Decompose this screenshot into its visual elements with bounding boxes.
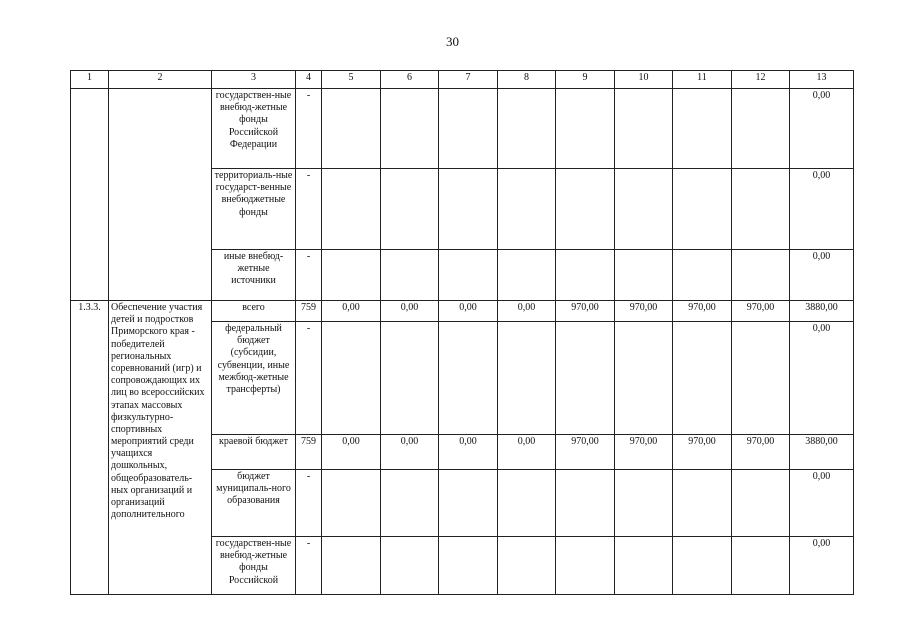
- value-cell: [498, 322, 556, 435]
- item-name: Обеспечение участия детей и подростков Приморского края - победителей региональных соревнований (игр) и сопровождающих их лиц во всероссийских этапах массовых физкультурно-спортивных мероприятий среди учащихся дошкольных, общеобразователь-ных организаций и организаций дополнительного: [109, 301, 212, 595]
- value-cell: [439, 322, 498, 435]
- value-cell: [381, 537, 439, 595]
- value-cell: [322, 169, 381, 250]
- value-cell: 0,00: [381, 301, 439, 322]
- value-cell: [556, 470, 615, 537]
- value-cell: [439, 89, 498, 169]
- table-row: [71, 301, 854, 322]
- value-cell: [322, 470, 381, 537]
- page-number: 30: [446, 34, 459, 49]
- value-cell: [556, 322, 615, 435]
- funding-source: государствен-ные внебюд-жетные фонды Российской: [212, 537, 296, 595]
- total-cell: 3880,00: [790, 435, 854, 470]
- value-cell: [556, 537, 615, 595]
- value-cell: 970,00: [615, 301, 673, 322]
- value-cell: [615, 89, 673, 169]
- budget-table: [70, 70, 854, 595]
- value-cell: [381, 250, 439, 301]
- item-number-cell: [71, 89, 109, 301]
- column-header: 12: [732, 71, 790, 89]
- value-cell: 0,00: [439, 301, 498, 322]
- value-cell: [381, 470, 439, 537]
- total-cell: 3880,00: [790, 301, 854, 322]
- column-header: 11: [673, 71, 732, 89]
- value-cell: [615, 322, 673, 435]
- value-cell: 0,00: [381, 435, 439, 470]
- total-cell: 0,00: [790, 322, 854, 435]
- total-cell: 0,00: [790, 470, 854, 537]
- value-cell: [322, 322, 381, 435]
- value-cell: [732, 537, 790, 595]
- funding-source: всего: [212, 301, 296, 322]
- value-cell: 0,00: [439, 435, 498, 470]
- value-cell: 970,00: [615, 435, 673, 470]
- column-header: 1: [71, 71, 109, 89]
- funding-source: бюджет муниципаль-ного образования: [212, 470, 296, 537]
- value-cell: [498, 537, 556, 595]
- value-cell: [498, 470, 556, 537]
- total-cell: 0,00: [790, 537, 854, 595]
- column-header: 8: [498, 71, 556, 89]
- value-cell: [673, 537, 732, 595]
- code-cell: -: [296, 169, 322, 250]
- funding-source: федеральный бюджет (субсидии, субвенции, иные межбюд-жетные трансферты): [212, 322, 296, 435]
- value-cell: 0,00: [322, 435, 381, 470]
- value-cell: [439, 470, 498, 537]
- value-cell: [322, 537, 381, 595]
- value-cell: [615, 470, 673, 537]
- column-header: 10: [615, 71, 673, 89]
- value-cell: [381, 322, 439, 435]
- value-cell: [732, 322, 790, 435]
- code-cell: -: [296, 537, 322, 595]
- code-cell: -: [296, 470, 322, 537]
- total-cell: 0,00: [790, 89, 854, 169]
- value-cell: [615, 250, 673, 301]
- value-cell: [439, 250, 498, 301]
- column-header: 9: [556, 71, 615, 89]
- value-cell: [732, 89, 790, 169]
- value-cell: [732, 250, 790, 301]
- column-header: 5: [322, 71, 381, 89]
- table-row: [71, 89, 854, 169]
- value-cell: [615, 537, 673, 595]
- value-cell: [381, 169, 439, 250]
- value-cell: [322, 250, 381, 301]
- value-cell: 0,00: [498, 301, 556, 322]
- value-cell: 0,00: [498, 435, 556, 470]
- value-cell: 970,00: [673, 435, 732, 470]
- value-cell: [556, 250, 615, 301]
- value-cell: [615, 169, 673, 250]
- column-header: 3: [212, 71, 296, 89]
- value-cell: [673, 89, 732, 169]
- column-header: 7: [439, 71, 498, 89]
- value-cell: 970,00: [732, 435, 790, 470]
- funding-source: краевой бюджет: [212, 435, 296, 470]
- code-cell: -: [296, 322, 322, 435]
- value-cell: 970,00: [556, 301, 615, 322]
- value-cell: [439, 169, 498, 250]
- value-cell: [498, 169, 556, 250]
- value-cell: [381, 89, 439, 169]
- code-cell: -: [296, 89, 322, 169]
- header-row: [71, 71, 854, 89]
- item-number: 1.3.3.: [71, 301, 109, 595]
- value-cell: [322, 89, 381, 169]
- column-header: 13: [790, 71, 854, 89]
- value-cell: [732, 470, 790, 537]
- value-cell: 970,00: [673, 301, 732, 322]
- value-cell: [673, 250, 732, 301]
- column-header: 2: [109, 71, 212, 89]
- total-cell: 0,00: [790, 250, 854, 301]
- value-cell: [556, 169, 615, 250]
- value-cell: 0,00: [322, 301, 381, 322]
- column-header: 4: [296, 71, 322, 89]
- funding-source: территориаль-ные государст-венные внебюджетные фонды: [212, 169, 296, 250]
- code-cell: -: [296, 250, 322, 301]
- value-cell: [732, 169, 790, 250]
- value-cell: [673, 470, 732, 537]
- column-header: 6: [381, 71, 439, 89]
- value-cell: 970,00: [732, 301, 790, 322]
- value-cell: [498, 89, 556, 169]
- funding-source: государствен-ные внебюд-жетные фонды Российской Федерации: [212, 89, 296, 169]
- code-cell: 759: [296, 435, 322, 470]
- funding-source: иные внебюд-жетные источники: [212, 250, 296, 301]
- total-cell: 0,00: [790, 169, 854, 250]
- value-cell: [673, 322, 732, 435]
- value-cell: [498, 250, 556, 301]
- value-cell: [439, 537, 498, 595]
- value-cell: [673, 169, 732, 250]
- item-name-cell: [109, 89, 212, 301]
- code-cell: 759: [296, 301, 322, 322]
- value-cell: 970,00: [556, 435, 615, 470]
- value-cell: [556, 89, 615, 169]
